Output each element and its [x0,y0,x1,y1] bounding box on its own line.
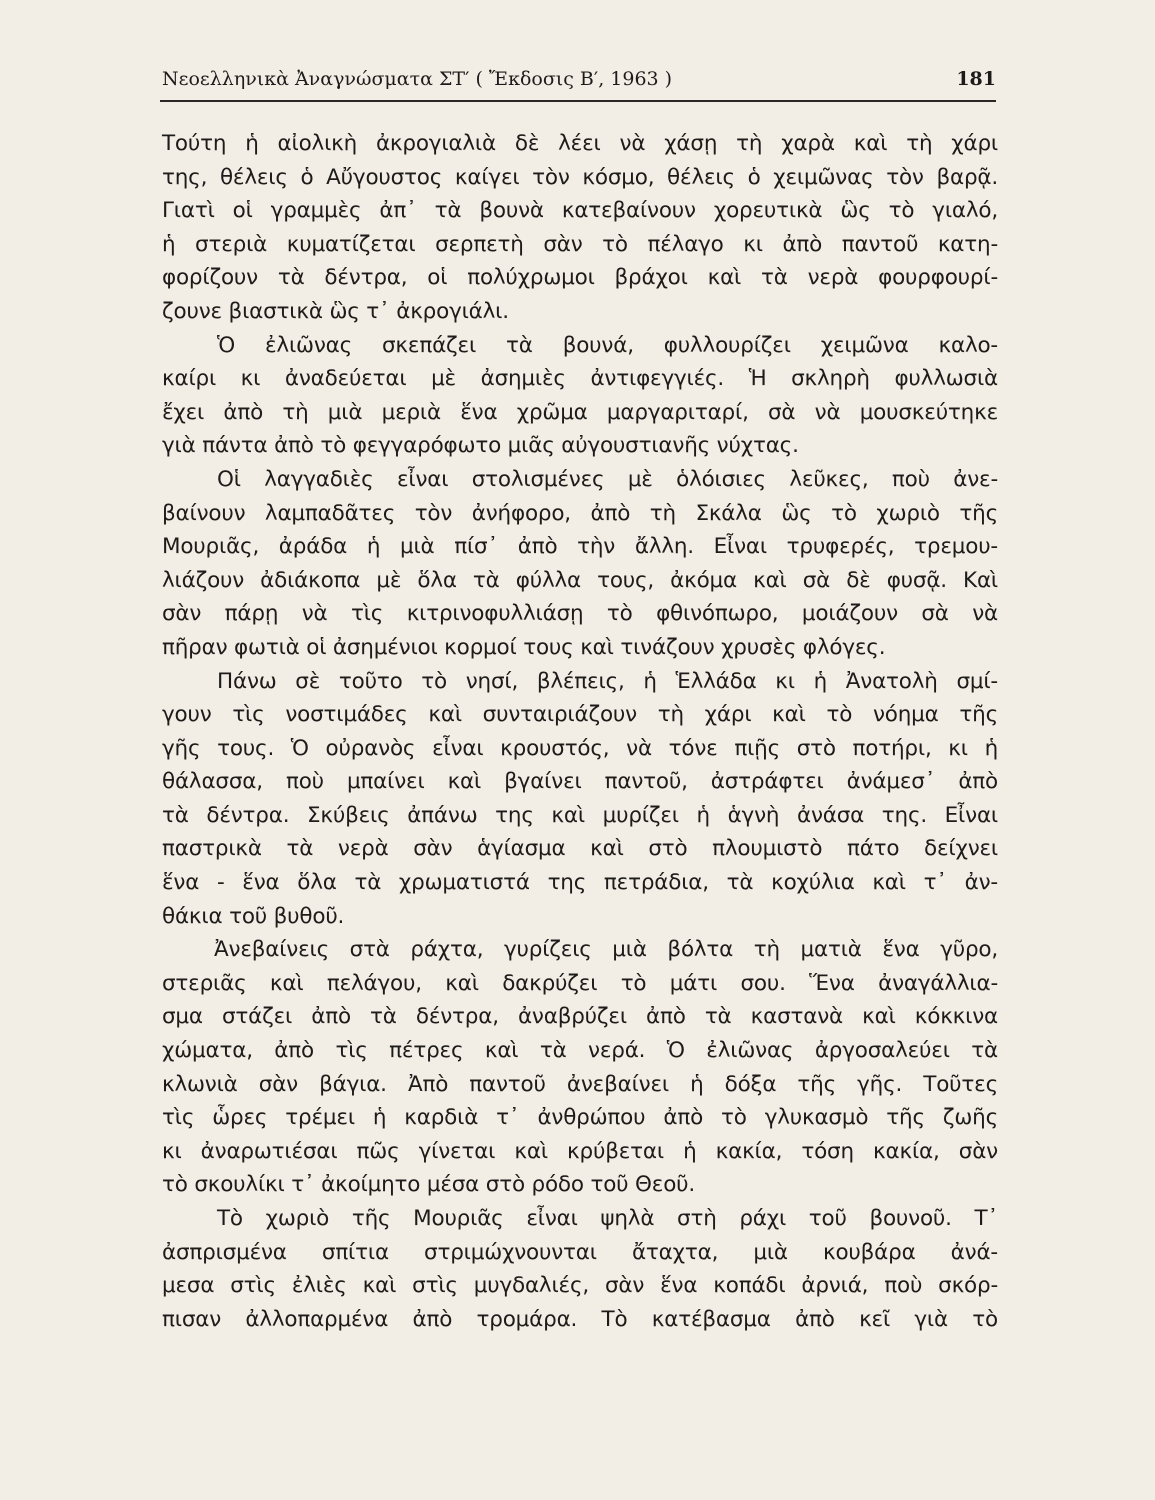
paragraph [162,329,998,463]
paragraph [162,463,998,665]
text-line: της, θέλεις ὁ Αὔγουστος καίγει τὸν κόσμο, θέλεις ὁ χειμῶνας τὸν βαρᾷ. [162,164,998,190]
text-line: γῆς τους. Ὁ οὐρανὸς εἶναι κρουστός, νὰ τόνε πιῇς στὸ ποτήρι, κι ἡ [162,735,998,761]
text-line: πισαν ἀλλοπαρμένα ἀπὸ τρομάρα. Τὸ κατέβασμα ἀπὸ κεῖ γιὰ τὸ [162,1306,998,1332]
running-header [160,66,996,102]
text-line: τὰ δέντρα. Σκύβεις ἀπάνω της καὶ μυρίζει ἡ ἁγνὴ ἀνάσα της. Εἶναι [162,802,998,828]
text-line: ἡ στεριὰ κυματίζεται σερπετὴ σὰν τὸ πέλαγο κι ἀπὸ παντοῦ κατη- [162,231,998,257]
body-text [162,127,998,1336]
text-line: τὸ σκουλίκι τ᾿ ἀκοίμητο μέσα στὸ ρόδο τοῦ Θεοῦ. [162,1172,696,1198]
text-line: Τὸ χωριὸ τῆς Μουριᾶς εἶναι ψηλὰ στὴ ράχι τοῦ βουνοῦ. Τ᾿ [217,1206,998,1231]
text-line: φορίζουν τὰ δέντρα, οἱ πολύχρωμοι βράχοι καὶ τὰ νερὰ φουρφουρί- [162,265,998,291]
text-line: καίρι κι ἀναδεύεται μὲ ἀσημιὲς ἀντιφεγγιές. Ἡ σκληρὴ φυλλωσιὰ [162,366,998,392]
text-line: ἔχει ἀπὸ τὴ μιὰ μεριὰ ἕνα χρῶμα μαργαριταρί, σὰ νὰ μουσκεύτηκε [162,399,998,425]
text-line: πῆραν φωτιὰ οἱ ἀσημένιοι κορμοί τους καὶ τινάζουν χρυσὲς φλόγες. [162,634,886,660]
text-line: Ἀνεβαίνεις στὰ ράχτα, γυρίζεις μιὰ βόλτα τὴ ματιὰ ἕνα γῦρο, [214,937,998,963]
text-line: Γιατὶ οἱ γραμμὲς ἀπ᾿ τὰ βουνὰ κατεβαίνουν χορευτικὰ ὣς τὸ γιαλό, [162,198,998,224]
text-line: μεσα στὶς ἐλιὲς καὶ στὶς μυγδαλιές, σὰν ἕνα κοπάδι ἀρνιά, ποὺ σκόρ- [162,1273,998,1299]
page-number: 181 [956,68,996,90]
text-line: Μουριᾶς, ἀράδα ἡ μιὰ πίσ᾿ ἀπὸ τὴν ἄλλη. Εἶναι τρυφερές, τρεμου- [162,534,998,560]
paragraph [162,665,998,934]
text-line: κλωνιὰ σὰν βάγια. Ἀπὸ παντοῦ ἀνεβαίνει ἡ δόξα τῆς γῆς. Τοῦτες [162,1071,998,1097]
text-line: γουν τὶς νοστιμάδες καὶ συνταιριάζουν τὴ χάρι καὶ τὸ νόημα τῆς [162,702,998,728]
text-line: θάλασσα, ποὺ μπαίνει καὶ βγαίνει παντοῦ, ἀστράφτει ἀνάμεσ᾿ ἀπὸ [162,769,998,795]
text-line: βαίνουν λαμπαδᾶτες τὸν ἀνήφορο, ἀπὸ τὴ Σκάλα ὣς τὸ χωριὸ τῆς [162,500,998,526]
text-line: σμα στάζει ἀπὸ τὰ δέντρα, ἀναβρύζει ἀπὸ τὰ καστανὰ καὶ κόκκινα [162,1004,998,1030]
text-line: χώματα, ἀπὸ τὶς πέτρες καὶ τὰ νερά. Ὁ ἐλιῶνας ἀργοσαλεύει τὰ [162,1038,998,1064]
text-line: λιάζουν ἀδιάκοπα μὲ ὅλα τὰ φύλλα τους, ἀκόμα καὶ σὰ δὲ φυσᾷ. Καὶ [162,567,998,593]
text-line: σὰν πάρῃ νὰ τὶς κιτρινοφυλλιάσῃ τὸ φθινόπωρο, μοιάζουν σὰ νὰ [162,601,998,627]
text-line: Πάνω σὲ τοῦτο τὸ νησί, βλέπεις, ἡ Ἑλλάδα κι ἡ Ἀνατολὴ σμί- [217,668,998,694]
paragraph [162,933,998,1202]
paragraph [162,127,998,329]
text-line: ζουνε βιαστικὰ ὣς τ᾿ ἀκρογιάλι. [162,298,509,324]
text-line: Οἱ λαγγαδιὲς εἶναι στολισμένες μὲ ὁλόισιες λεῦκες, ποὺ ἀνε- [217,466,998,492]
book-title: Νεοελληνικὰ Ἀναγνώσματα ΣΤ′ ( Ἔκδοσις Β′, 1963 ) [162,68,673,90]
text-line: γιὰ πάντα ἀπὸ τὸ φεγγαρόφωτο μιᾶς αὐγουστιανῆς νύχτας. [162,433,799,459]
text-line: παστρικὰ τὰ νερὰ σὰν ἁγίασμα καὶ στὸ πλουμιστὸ πάτο δείχνει [162,836,998,862]
text-line: ἀσπρισμένα σπίτια στριμώχνουνται ἄταχτα, μιὰ κουβάρα ἀνά- [162,1239,998,1265]
text-line: Ὁ ἐλιῶνας σκεπάζει τὰ βουνά, φυλλουρίζει χειμῶνα καλο- [217,332,998,358]
text-line: θάκια τοῦ βυθοῦ. [162,903,345,929]
text-line: ἕνα - ἕνα ὅλα τὰ χρωματιστά της πετράδια, τὰ κοχύλια καὶ τ᾿ ἀν- [162,870,998,896]
text-line: Τούτη ἡ αἰολικὴ ἀκρογιαλιὰ δὲ λέει νὰ χάσῃ τὴ χαρὰ καὶ τὴ χάρι [162,131,998,156]
text-line: κι ἀναρωτιέσαι πῶς γίνεται καὶ κρύβεται ἡ κακία, τόση κακία, σὰν [162,1138,998,1164]
paragraph [162,1202,998,1336]
text-line: στεριᾶς καὶ πελάγου, καὶ δακρύζει τὸ μάτι σου. Ἕνα ἀναγάλλια- [162,970,998,996]
text-line: τὶς ὧρες τρέμει ἡ καρδιὰ τ᾿ ἀνθρώπου ἀπὸ τὸ γλυκασμὸ τῆς ζωῆς [162,1105,998,1131]
